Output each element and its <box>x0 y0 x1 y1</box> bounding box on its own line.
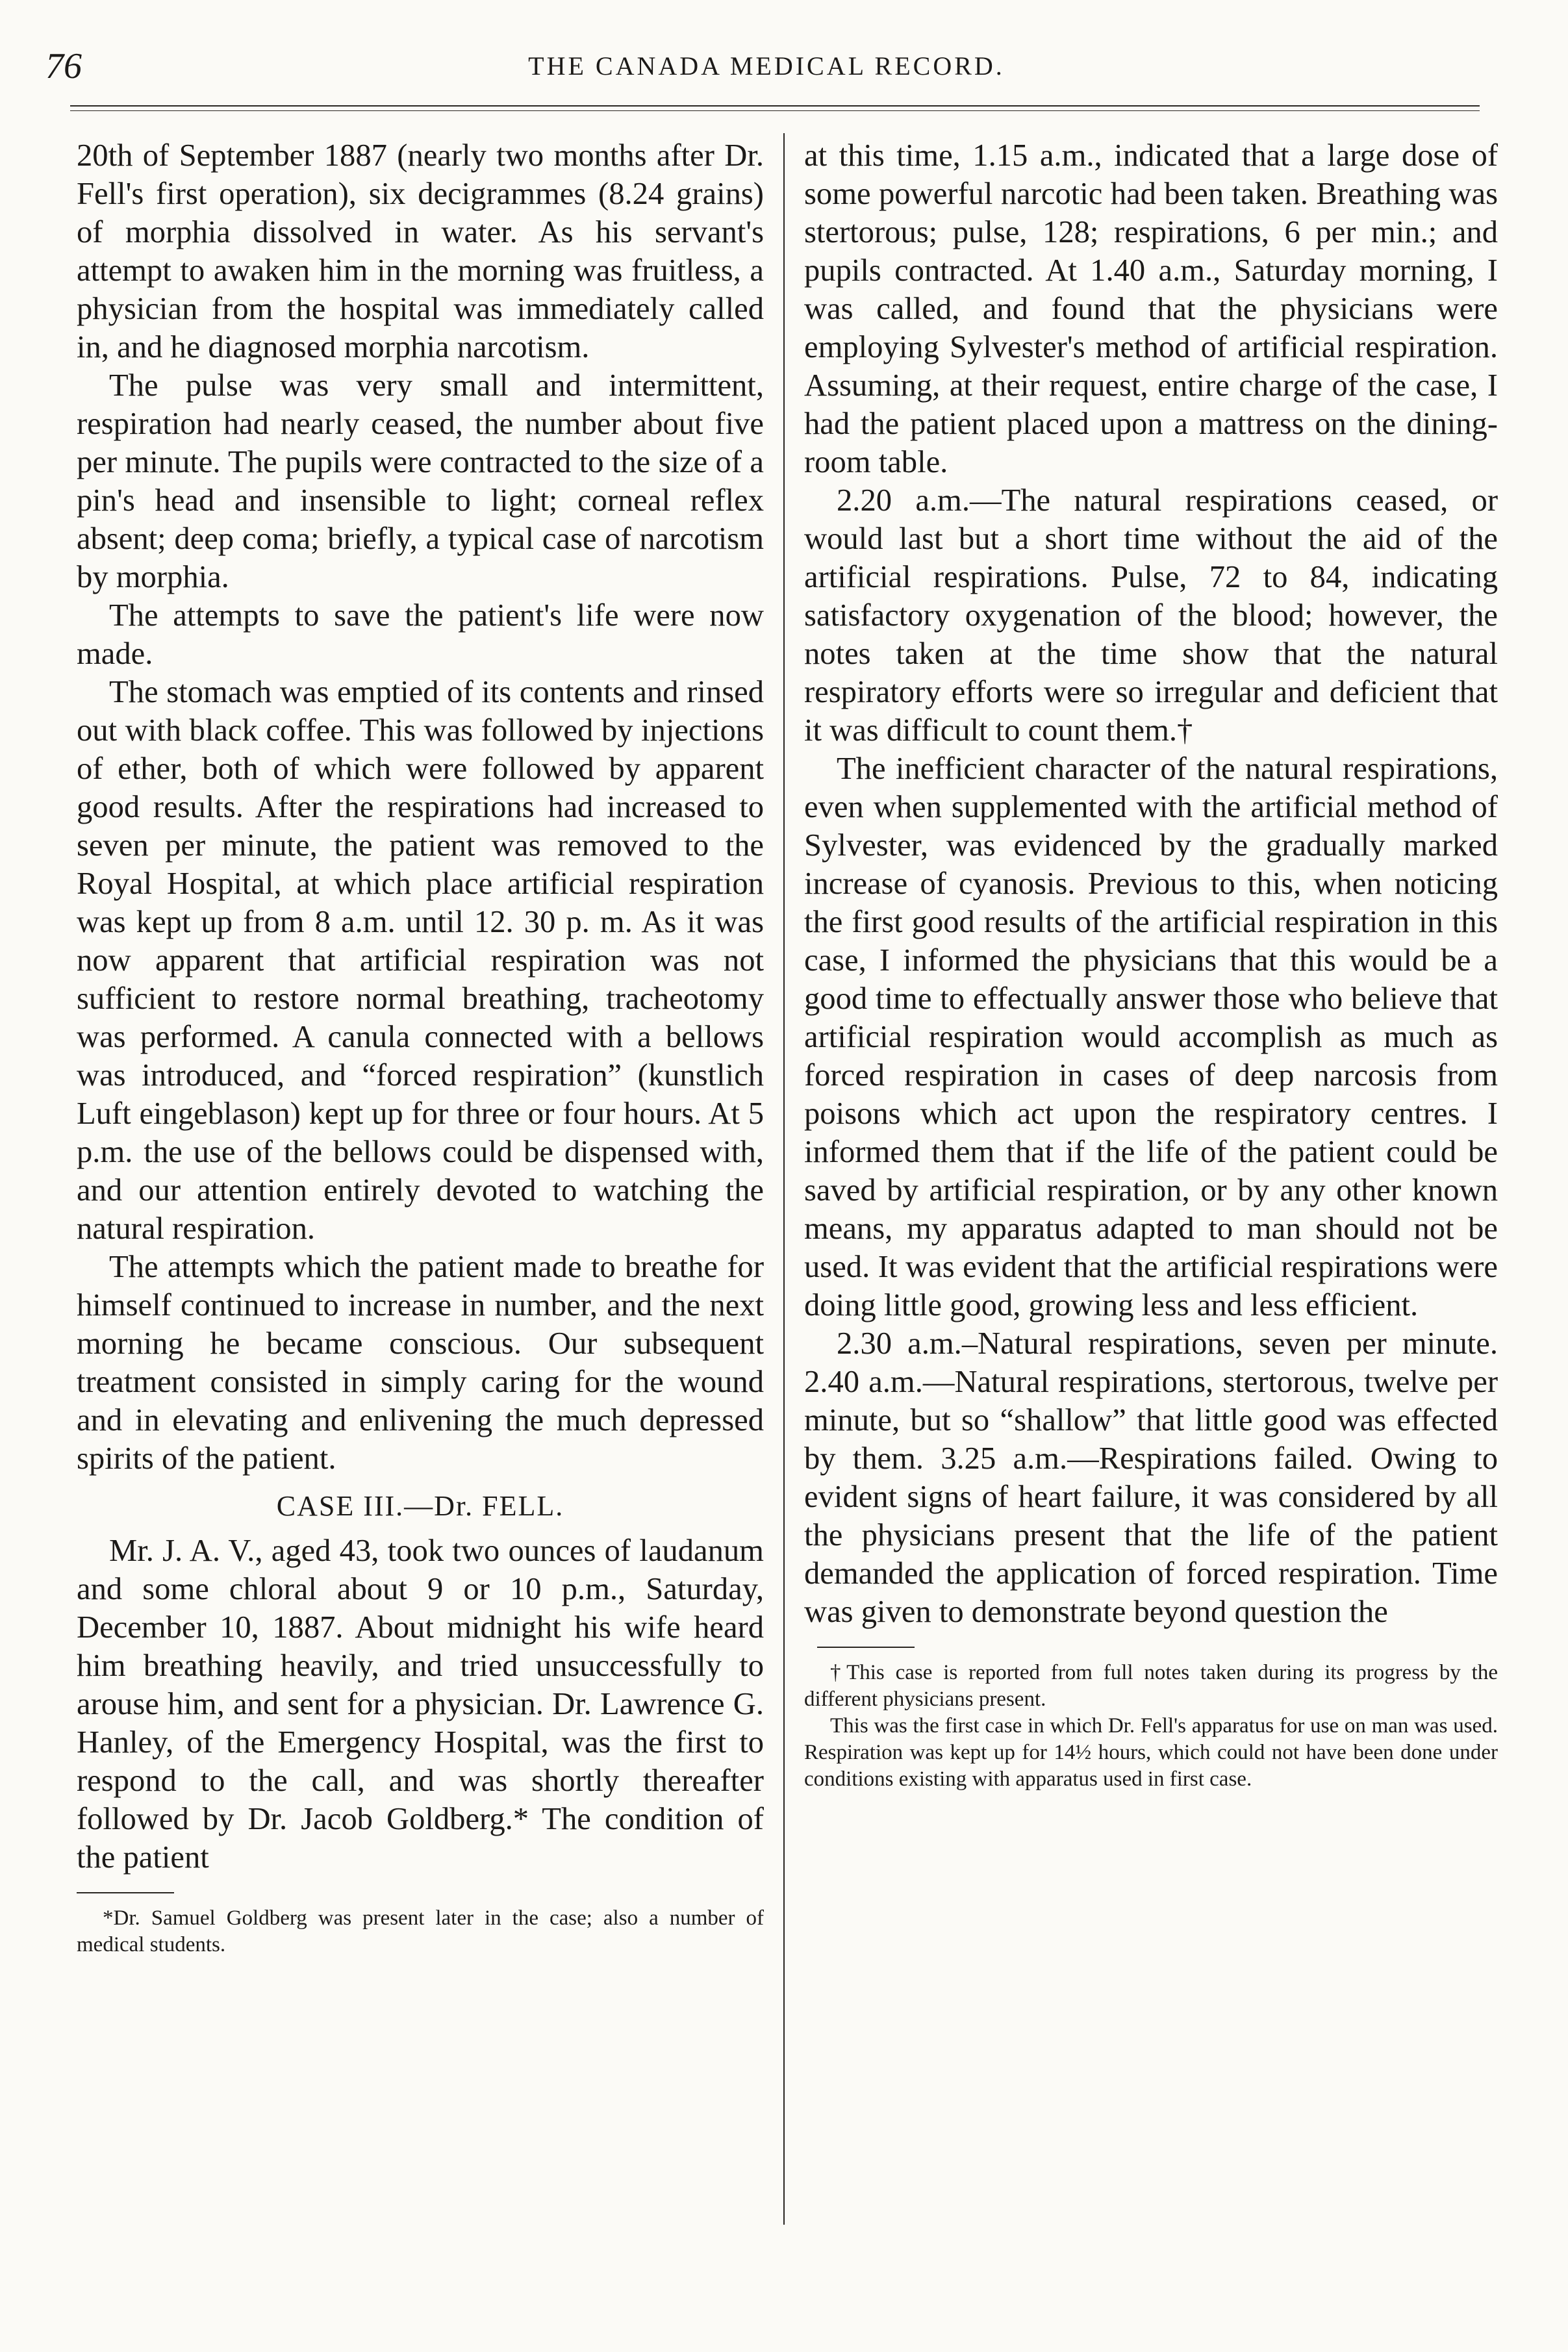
paragraph: The pulse was very small and intermittent, respiration had nearly ceased, the number about five per minute. The pupils were contracted to the size of a pin's head and insensible to light; corneal reflex absent; deep coma; briefly, a typical case of narcotism by morphia. <box>77 368 764 594</box>
journal-title: THE CANADA MEDICAL RECORD. <box>528 51 1005 81</box>
footnote: *Dr. Samuel Goldberg was present later in the case; also a number of medical students. <box>77 1906 764 1956</box>
header-rule-thin <box>70 110 1480 111</box>
paragraph: 2.30 a.m.–Natural respirations, seven per minute. 2.40 a.m.—Natural respirations, stertorous, twelve per minute, but so “shallow” that little good was effected by them. 3.25 a.m.—Respirations failed. Owing to evident signs of heart failure, it was considered by all the physicians present that the life of the patient demanded the application of forced respiration. Time was given to demonstrate beyond question the <box>804 1326 1498 1629</box>
page-header <box>45 45 1487 91</box>
right-column <box>804 136 1498 1793</box>
case-heading: CASE III.—Dr. FELL. <box>276 1490 564 1522</box>
paragraph: Mr. J. A. V., aged 43, took two ounces of laudanum and some chloral about 9 or 10 p.m., Saturday, December 10, 1887. About midnight his wife heard him breathing heavily, and tried unsuccessfully to arouse him, and sent for a physician. Dr. Lawrence G. Hanley, of the Emergency Hospital, was the first to respond to the call, and was shortly thereafter followed by Dr. Jacob Goldberg.* The condition of the patient <box>77 1533 764 1875</box>
paragraph: 2.20 a.m.—The natural respirations ceased, or would last but a short time without the aid of the artificial respirations. Pulse, 72 to 84, indicating satisfactory oxygenation of the blood; however, the notes taken at the time show that the natural respiratory efforts were so irregular and deficient that it was difficult to count them.† <box>804 483 1498 748</box>
paragraph: The attempts to save the patient's life were now made. <box>77 598 764 671</box>
paragraph: 20th of September 1887 (nearly two months after Dr. Fell's first operation), six decigrammes (8.24 grains) of morphia dissolved in water. As his servant's attempt to awaken him in the morning was fruitless, a physician from the hospital was immediately called in, and he diagnosed morphia narcotism. <box>77 138 764 364</box>
footnote-rule <box>817 1647 915 1648</box>
footnote-rule <box>77 1892 174 1893</box>
paragraph: The attempts which the patient made to breathe for himself continued to increase in number, and the next morning he became conscious. Our subsequent treatment consisted in simply caring for the wound and in elevating and enlivening the much depressed spirits of the patient. <box>77 1249 764 1476</box>
left-column <box>77 136 764 1958</box>
page-number: 76 <box>45 46 82 86</box>
column-divider <box>783 133 785 2225</box>
paragraph: The stomach was emptied of its contents and rinsed out with black coffee. This was followed by injections of ether, both of which were followed by apparent good results. After the respirations had increased to seven per minute, the patient was removed to the Royal Hospital, at which place artificial respiration was kept up from 8 a.m. until 12. 30 p. m. As it was now apparent that artificial respiration was not sufficient to restore normal breathing, tracheotomy was performed. A canula connected with a bellows was introduced, and “forced respiration” (kunstlich Luft eingeblason) kept up for three or four hours. At 5 p.m. the use of the bellows could be dispensed with, and our attention entirely devoted to watching the natural respiration. <box>77 674 764 1246</box>
paragraph: at this time, 1.15 a.m., indicated that a large dose of some powerful narcotic had been taken. Breathing was stertorous; pulse, 128; respirations, 6 per min.; and pupils contracted. At 1.40 a.m., Saturday morning, I was called, and found that the physicians were employing Sylvester's method of artificial respiration. Assuming, at their request, entire charge of the case, I had the patient placed upon a mattress on the dining-room table. <box>804 138 1498 479</box>
header-rule <box>70 105 1480 107</box>
footnote: This was the first case in which Dr. Fell's apparatus for use on man was used. Respiration was kept up for 14½ hours, which could not have been done under conditions existing with apparatus used in first case. <box>804 1714 1498 1791</box>
paragraph: The inefficient character of the natural respirations, even when supplemented with the artificial method of Sylvester, was evidenced by the gradually marked increase of cyanosis. Previous to this, when noticing the first good results of the artificial respiration in this case, I informed the physicians that this would be a good time to effectually answer those who believe that artificial respiration would accomplish as much as forced respiration in cases of deep narcosis from poisons which act upon the respiratory centres. I informed them that if the life of the patient could be saved by artificial respiration, or by any other known means, my apparatus adapted to man should not be used. It was evident that the artificial respirations were doing little good, growing less and less efficient. <box>804 751 1498 1322</box>
footnote: †This case is reported from full notes taken during its progress by the different physicians present. <box>804 1661 1498 1711</box>
